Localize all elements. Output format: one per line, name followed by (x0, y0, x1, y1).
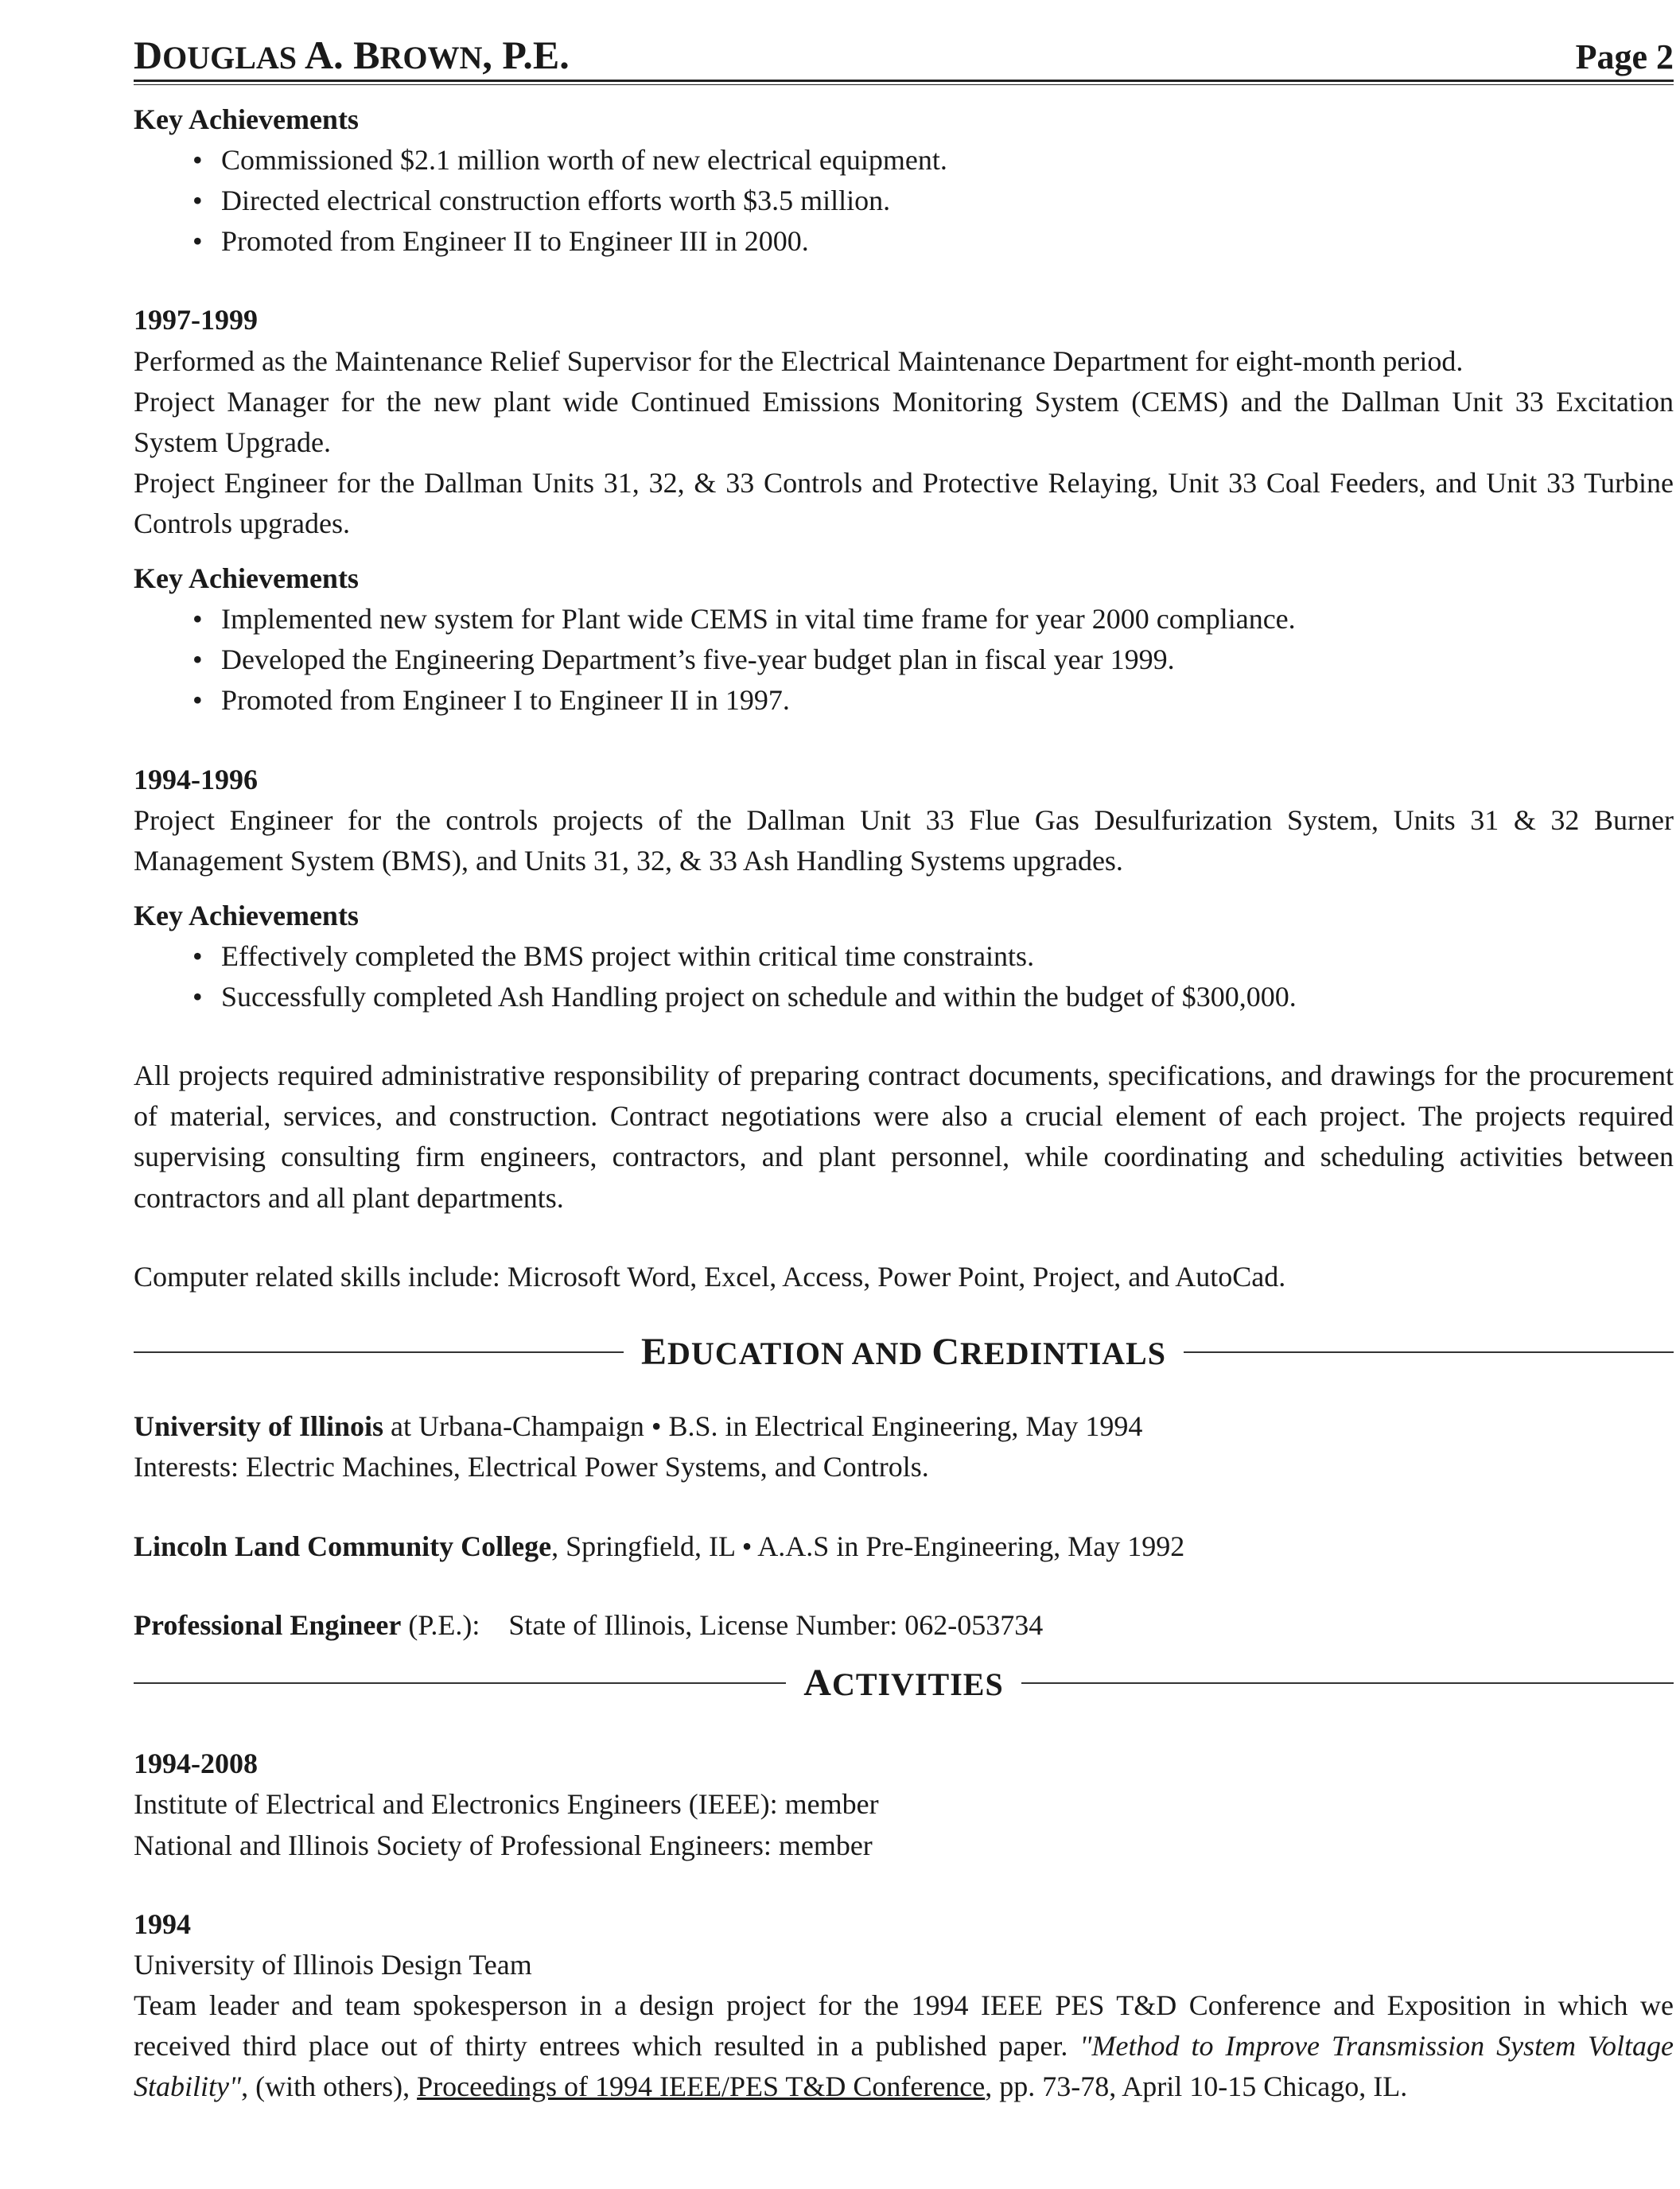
computer-skills: Computer related skills include: Microsoft Word, Excel, Access, Power Point, Project, and AutoCad. (134, 1260, 1286, 1293)
years-heading: 1997-1999 (134, 304, 258, 336)
education-interests: Interests: Electric Machines, Electrical Power Systems, and Controls. (134, 1451, 929, 1483)
heading-rule-right (1184, 1351, 1674, 1353)
achievement-list (134, 599, 1674, 721)
activities-title: ACTIVITIES (803, 1661, 1004, 1704)
header-rule (134, 80, 1674, 85)
years-heading: 1994-2008 (134, 1748, 258, 1780)
achievement-item: • Implemented new system for Plant wide CEMS in vital time frame for year 2000 compliance. (191, 599, 1674, 640)
heading-rule-left (134, 1351, 624, 1353)
achievement-item: • Developed the Engineering Department’s five-year budget plan in fiscal year 1999. (191, 640, 1674, 680)
education-entry-llcc: Lincoln Land Community College, Springfield, IL • A.A.S in Pre-Engineering, May 1992 (134, 1530, 1185, 1562)
achievement-list (134, 936, 1674, 1017)
activities-section-heading (134, 1660, 1674, 1706)
achievement-item: • Commissioned $2.1 million worth of new electrical equipment. (191, 140, 1674, 181)
achievement-item: • Promoted from Engineer II to Engineer III in 2000. (191, 221, 1674, 262)
years-heading: 1994-1996 (134, 763, 258, 795)
proceedings-title: Proceedings of 1994 IEEE/PES T&D Conference (417, 2070, 986, 2103)
membership-line: National and Illinois Society of Professional Engineers: member (134, 1829, 873, 1861)
achievement-item: • Directed electrical construction efforts worth $3.5 million. (191, 181, 1674, 221)
education-section-heading (134, 1329, 1674, 1375)
pe-license: Professional Engineer (P.E.): State of Illinois, License Number: 062-053734 (134, 1608, 1044, 1641)
education-title: EDUCATION AND CREDINTIALS (641, 1330, 1166, 1373)
design-team-line: University of Illinois Design Team (134, 1948, 532, 1981)
key-achievements-heading: Key Achievements (134, 103, 359, 135)
heading-rule-left (134, 1682, 786, 1684)
membership-line: Institute of Electrical and Electronics Engineers (IEEE): member (134, 1788, 879, 1821)
paper-title: "Method to Improve Transmission System Voltage Stability" (134, 2030, 1674, 2103)
role-line: Project Engineer for the Dallman Units 31, 32, & 33 Controls and Protective Relaying, Unit 33 Coal Feeders, and Unit 33 Turbine Controls upgrades. (134, 466, 1674, 539)
achievement-item: • Effectively completed the BMS project within critical time constraints. (191, 936, 1674, 977)
page-header (134, 22, 1674, 75)
years-heading: 1994 (134, 1907, 191, 1940)
achievement-item: • Promoted from Engineer I to Engineer II in 1997. (191, 680, 1674, 721)
achievement-item: • Successfully completed Ash Handling project on schedule and within the budget of $300,000. (191, 977, 1674, 1017)
design-team-paragraph: Team leader and team spokesperson in a design project for the 1994 IEEE PES T&D Conference and Exposition in which we received third place out of thirty entrees which resulted in a published paper. "Method to Improve Transmission System Voltage Stability", (with others), Proceedings of 1994 IEEE/PES T&D Conference, pp. 73-78, April 10-15 Chicago, IL. (134, 1989, 1674, 2103)
achievement-list (134, 140, 1674, 262)
page-number: Page 2 (1575, 37, 1674, 76)
resume-page (134, 22, 1674, 2107)
key-achievements-heading: Key Achievements (134, 899, 359, 931)
role-line: Performed as the Maintenance Relief Supervisor for the Electrical Maintenance Department for eight-month period. (134, 344, 1464, 377)
key-achievements-heading: Key Achievements (134, 562, 359, 595)
heading-rule-right (1021, 1682, 1674, 1684)
candidate-name: DOUGLAS A. BROWN, P.E. (134, 33, 570, 77)
role-line: Project Manager for the new plant wide Continued Emissions Monitoring System (CEMS) and the Dallman Unit 33 Excitation System Upgrade. (134, 385, 1674, 458)
projects-summary: All projects required administrative responsibility of preparing contract documents, specifications, and drawings for the procurement of material, services, and construction. Contract negotiations were also a crucial element of each project. The projects required supervising consulting firm engineers, contractors, and plant personnel, while coordinating and scheduling activities between contractors and all plant departments. (134, 1060, 1674, 1214)
education-entry-uiuc: University of Illinois at Urbana-Champaign • B.S. in Electrical Engineering, May 1994 (134, 1410, 1143, 1443)
role-line: Project Engineer for the controls projects of the Dallman Unit 33 Flue Gas Desulfurization System, Units 31 & 32 Burner Management System (BMS), and Units 31, 32, & 33 Ash Handling Systems upgrades. (134, 803, 1674, 877)
